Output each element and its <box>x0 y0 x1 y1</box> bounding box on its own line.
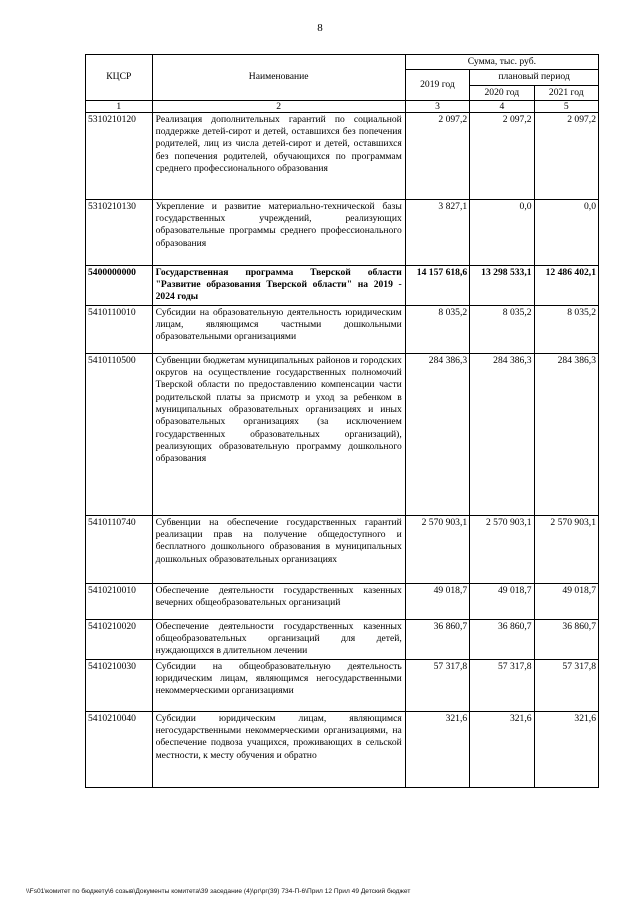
row-value-2019: 8 035,2 <box>405 305 469 353</box>
row-value-2021: 2 097,2 <box>534 112 598 199</box>
row-value-2020: 13 298 533,1 <box>470 265 534 305</box>
row-value-2019: 2 570 903,1 <box>405 515 469 583</box>
row-value-2020: 36 860,7 <box>470 619 534 659</box>
header-code: КЦСР <box>86 55 153 101</box>
row-value-2021: 8 035,2 <box>534 305 598 353</box>
row-name: Субвенции на обеспечение государственных гарантий реализации прав на получение общедоступного и бесплатного дошкольного образования в муниципальных дошкольных образовательных организациях <box>152 515 405 583</box>
header-sum: Сумма, тыс. руб. <box>405 55 598 70</box>
row-value-2019: 14 157 618,6 <box>405 265 469 305</box>
row-code: 5310210120 <box>86 112 153 199</box>
table-row <box>86 619 599 659</box>
row-value-2021: 2 570 903,1 <box>534 515 598 583</box>
row-code: 5400000000 <box>86 265 153 305</box>
header-year-2020: 2020 год <box>470 85 534 100</box>
row-value-2020: 57 317,8 <box>470 659 534 711</box>
row-name: Субвенции бюджетам муниципальных районов и городских округов на осуществление государственных полномочий Тверской области по предоставлению компенсации части родительской платы за присмотр и уход за ребенком в муниципальных образовательных организациях и иных образовательных организациях (за исключением государственных образовательных организаций), реализующих образовательную программу дошкольного образования <box>152 353 405 515</box>
row-value-2020: 321,6 <box>470 711 534 787</box>
row-code: 5410210020 <box>86 619 153 659</box>
header-year-2019: 2019 год <box>405 70 469 101</box>
budget-table <box>85 54 599 788</box>
row-value-2021: 0,0 <box>534 199 598 265</box>
row-value-2019: 57 317,8 <box>405 659 469 711</box>
row-value-2020: 49 018,7 <box>470 583 534 619</box>
row-name: Укрепление и развитие материально-технической базы государственных учреждений, реализующих образовательные программы среднего профессионального образования <box>152 199 405 265</box>
table-row <box>86 583 599 619</box>
row-code: 5410210030 <box>86 659 153 711</box>
row-value-2021: 36 860,7 <box>534 619 598 659</box>
page-number: 8 <box>317 22 323 34</box>
table-row <box>86 659 599 711</box>
col-number: 4 <box>470 100 534 112</box>
row-value-2021: 321,6 <box>534 711 598 787</box>
table-row <box>86 112 599 199</box>
table-row <box>86 305 599 353</box>
row-code: 5410210010 <box>86 583 153 619</box>
table-row <box>86 199 599 265</box>
row-code: 5410210040 <box>86 711 153 787</box>
row-name: Субсидии на образовательную деятельность юридическим лицам, являющимся частными дошкольными образовательными организациями <box>152 305 405 353</box>
table-row <box>86 515 599 583</box>
table-row <box>86 353 599 515</box>
row-value-2020: 2 097,2 <box>470 112 534 199</box>
row-name: Государственная программа Тверской области "Развитие образования Тверской области" на 2019 - 2024 годы <box>152 265 405 305</box>
row-name: Обеспечение деятельности государственных казенных общеобразовательных организаций для детей, нуждающихся в длительном лечении <box>152 619 405 659</box>
row-value-2019: 49 018,7 <box>405 583 469 619</box>
row-value-2019: 36 860,7 <box>405 619 469 659</box>
row-code: 5410110740 <box>86 515 153 583</box>
row-value-2020: 8 035,2 <box>470 305 534 353</box>
header-planned-period: плановый период <box>470 70 599 85</box>
col-number: 5 <box>534 100 598 112</box>
row-name: Реализация дополнительных гарантий по социальной поддержке детей-сирот и детей, оставшихся без попечения родителей, лиц из числа детей-сирот и детей, оставшихся без попечения родителей, обучающихся по программам среднего профессионального образования <box>152 112 405 199</box>
table-row <box>86 711 599 787</box>
row-value-2019: 2 097,2 <box>405 112 469 199</box>
row-name: Обеспечение деятельности государственных казенных вечерних общеобразовательных организаций <box>152 583 405 619</box>
row-value-2021: 49 018,7 <box>534 583 598 619</box>
row-name: Субсидии на общеобразовательную деятельность юридическим лицам, являющимся негосударственными некоммерческими организациями <box>152 659 405 711</box>
row-value-2021: 12 486 402,1 <box>534 265 598 305</box>
row-value-2020: 2 570 903,1 <box>470 515 534 583</box>
file-path-footer: \\Fs01\комитет по бюджету\6 созыв\Документы комитета\39 заседание (4)\рг\рг(39) 734-П-6\Прил 12 Прил 49 Детский бюджет <box>26 888 411 895</box>
table-row-program <box>86 265 599 305</box>
row-value-2021: 57 317,8 <box>534 659 598 711</box>
row-value-2019: 284 386,3 <box>405 353 469 515</box>
row-code: 5410110010 <box>86 305 153 353</box>
header-year-2021: 2021 год <box>534 85 598 100</box>
row-name: Субсидии юридическим лицам, являющимся негосударственными некоммерческими организациями, на обеспечение подвоза учащихся, проживающих в сельской местности, к месту обучения и обратно <box>152 711 405 787</box>
row-code: 5410110500 <box>86 353 153 515</box>
col-number: 1 <box>86 100 153 112</box>
header-name: Наименование <box>152 55 405 101</box>
row-value-2021: 284 386,3 <box>534 353 598 515</box>
row-value-2019: 3 827,1 <box>405 199 469 265</box>
row-value-2020: 0,0 <box>470 199 534 265</box>
col-number: 3 <box>405 100 469 112</box>
row-code: 5310210130 <box>86 199 153 265</box>
row-value-2020: 284 386,3 <box>470 353 534 515</box>
row-value-2019: 321,6 <box>405 711 469 787</box>
col-number: 2 <box>152 100 405 112</box>
